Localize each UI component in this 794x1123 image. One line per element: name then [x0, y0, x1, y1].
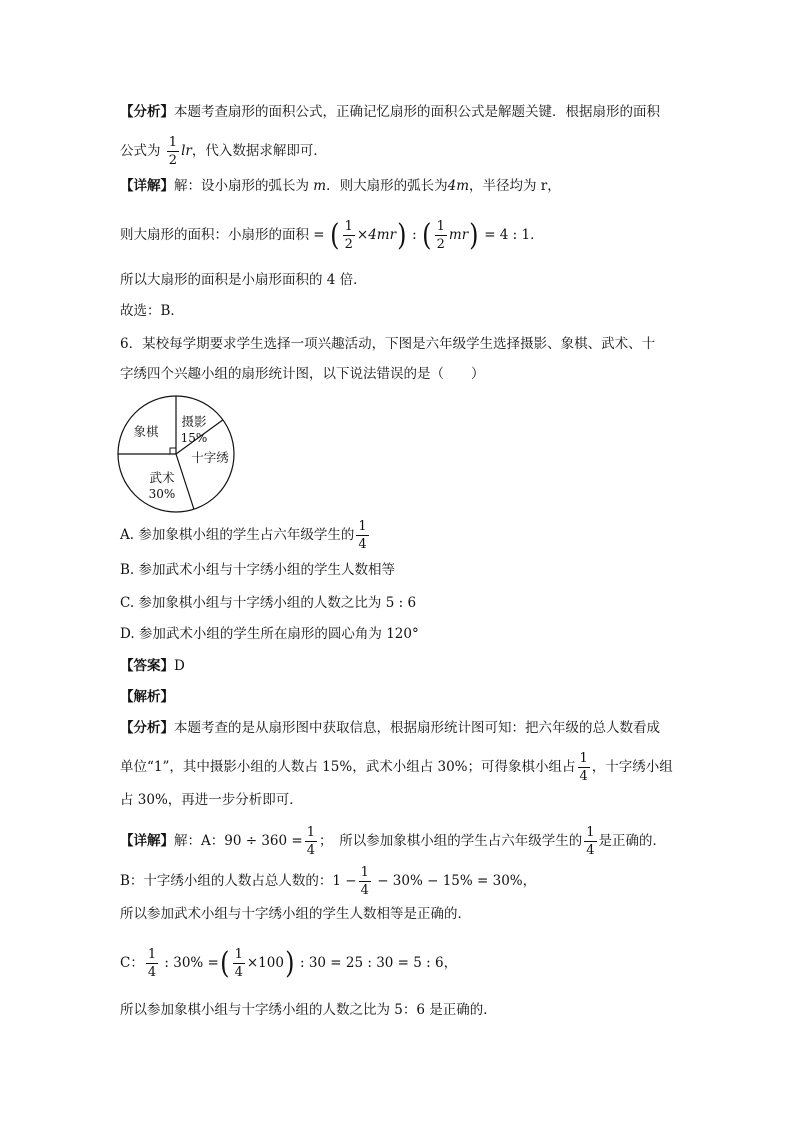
question-6-line-2: 字绣四个兴趣小组的扇形统计图，以下说法错误的是（ ）: [120, 366, 485, 382]
numerator: 1: [168, 135, 178, 150]
denominator: 2: [168, 153, 178, 168]
numerator: 1: [586, 825, 595, 840]
numerator: 1: [360, 865, 369, 880]
answer-line: [120, 656, 185, 676]
text: 本题考查的是从扇形图中获取信息，根据扇形统计图可知：把六年级的总人数看成: [174, 720, 660, 736]
text: = 4 : 1．: [479, 227, 544, 243]
text: : 30 = 25 : 30 = 5 : 6，: [295, 955, 458, 971]
numerator: 1: [147, 947, 157, 962]
analysis-text: 本题考查扇形的面积公式，正确记忆扇形的面积公式是解题关键．根据扇形的面积: [174, 104, 660, 120]
text: B：十字绣小组的人数占总人数的：1 −: [120, 873, 357, 889]
denominator: 4: [147, 965, 157, 980]
text: : 30% =: [160, 955, 219, 971]
denominator: 2: [436, 237, 445, 252]
detail-2-b-conclusion: 所以参加武术小组与十字绣小组的学生人数相等是正确的．: [120, 906, 471, 922]
analysis-2-line-1: [120, 718, 660, 738]
text: 解：设小扇形的弧长为: [174, 178, 314, 194]
analysis-1-line-2: [120, 136, 327, 167]
numerator: 1: [579, 751, 588, 766]
formula: lr: [181, 143, 192, 159]
pie-slice-value: 30%: [148, 487, 176, 501]
text: ×100: [246, 955, 284, 971]
fraction: [233, 948, 245, 979]
detail-1-conclusion: 所以大扇形的面积是小扇形面积的 4 倍．: [120, 272, 367, 288]
question-6-line-1: 6．某校每学期要求学生选择一项兴趣活动，下图是六年级学生选择摄影、象棋、武术、十: [120, 336, 656, 352]
detail-2-c-conclusion: 所以参加象棋小组与十字绣小组的人数之比为 5：6 是正确的．: [120, 1002, 497, 1018]
pie-chart: [116, 390, 246, 520]
text: 公式为: [120, 143, 161, 159]
answer-tag: 【答案】: [120, 658, 174, 674]
variable: m: [313, 178, 327, 194]
text: ，代入数据求解即可．: [191, 143, 327, 159]
variable: 4m: [447, 178, 469, 194]
numerator: 1: [358, 519, 367, 534]
option-d: D. 参加武术小组的学生所在扇形的圆心角为 120°: [120, 626, 419, 642]
analysis-1-line-1: [120, 102, 660, 122]
option-a: [120, 520, 371, 551]
text: − 30% − 15% = 30%，: [372, 873, 537, 889]
detail-tag: 【详解】: [120, 178, 174, 194]
text: ，十字绣小组: [591, 759, 673, 775]
detail-1-ratio: 则大扇形的面积：小扇形的面积 = ( $\frac{1}{2}$ ×4mr) : ( $\frac{1}{2}$ mr) = 4 : 1．: [120, 217, 544, 253]
text: 解：A：90 ÷ 360 =: [174, 833, 303, 849]
denominator: 2: [344, 237, 353, 252]
pie-slice-label: 十字绣: [191, 450, 229, 465]
text: ； 所以参加象棋小组的学生占六年级学生的: [318, 833, 583, 849]
detail-2-a: [120, 826, 666, 857]
numerator: 1: [344, 219, 353, 234]
text: ，半径均为 r，: [469, 178, 561, 194]
formula: mr: [448, 227, 469, 243]
detail-tag: 【详解】: [120, 833, 174, 849]
answer-value: D: [174, 658, 185, 674]
denominator: 4: [586, 843, 595, 858]
detail-1-line-1: [120, 176, 561, 196]
colon: :: [407, 227, 421, 243]
fraction: [167, 136, 179, 167]
text: ．则大扇形的弧长为: [326, 178, 448, 194]
pie-slice-value: 15%: [180, 431, 208, 445]
denominator: 4: [306, 843, 315, 858]
fraction: [584, 826, 596, 857]
fraction: [305, 826, 317, 857]
fraction: [435, 220, 447, 251]
denominator: 4: [234, 965, 243, 980]
detail-1-choice: 故选：B．: [120, 303, 184, 319]
fraction: [578, 752, 590, 783]
denominator: 4: [360, 883, 369, 898]
fraction: [359, 866, 371, 897]
numerator: 1: [436, 219, 445, 234]
numerator: 1: [306, 825, 315, 840]
pie-slice-label: 摄影: [181, 414, 207, 429]
numerator: 1: [234, 947, 243, 962]
formula: ×4mr: [356, 227, 397, 243]
text: C：: [120, 955, 144, 971]
analysis-2-line-3: 占 30%，再进一步分析即可．: [120, 792, 303, 808]
analysis-tag: 【分析】: [120, 720, 174, 736]
option-c: C. 参加象棋小组与十字绣小组的人数之比为 5 : 6: [120, 595, 417, 611]
fraction: [146, 948, 158, 979]
analysis-tag: 【分析】: [120, 104, 174, 120]
option-a-text: A. 参加象棋小组的学生占六年级学生的: [120, 527, 355, 543]
denominator: 4: [579, 769, 588, 784]
analysis-heading: 【解析】: [120, 689, 174, 705]
fraction: [356, 520, 368, 551]
pie-slice-label: 象棋: [133, 424, 159, 439]
text: 则大扇形的面积：小扇形的面积 =: [120, 227, 325, 243]
option-b: B. 参加武术小组与十字绣小组的学生人数相等: [120, 562, 396, 578]
text: 是正确的．: [598, 833, 667, 849]
detail-2-c: C： $\frac{1}{4}$ : 30% =( $\frac{1}{4}$ ×100) : 30 = 25 : 30 = 5 : 6，: [120, 945, 458, 981]
analysis-2-line-2: [120, 752, 673, 783]
detail-2-b: [120, 866, 536, 897]
pie-slice-label: 武术: [149, 470, 175, 485]
fraction: [343, 220, 355, 251]
text: 单位“1”，其中摄影小组的人数占 15%，武术小组占 30%；可得象棋小组占: [120, 759, 576, 775]
denominator: 4: [358, 537, 367, 552]
